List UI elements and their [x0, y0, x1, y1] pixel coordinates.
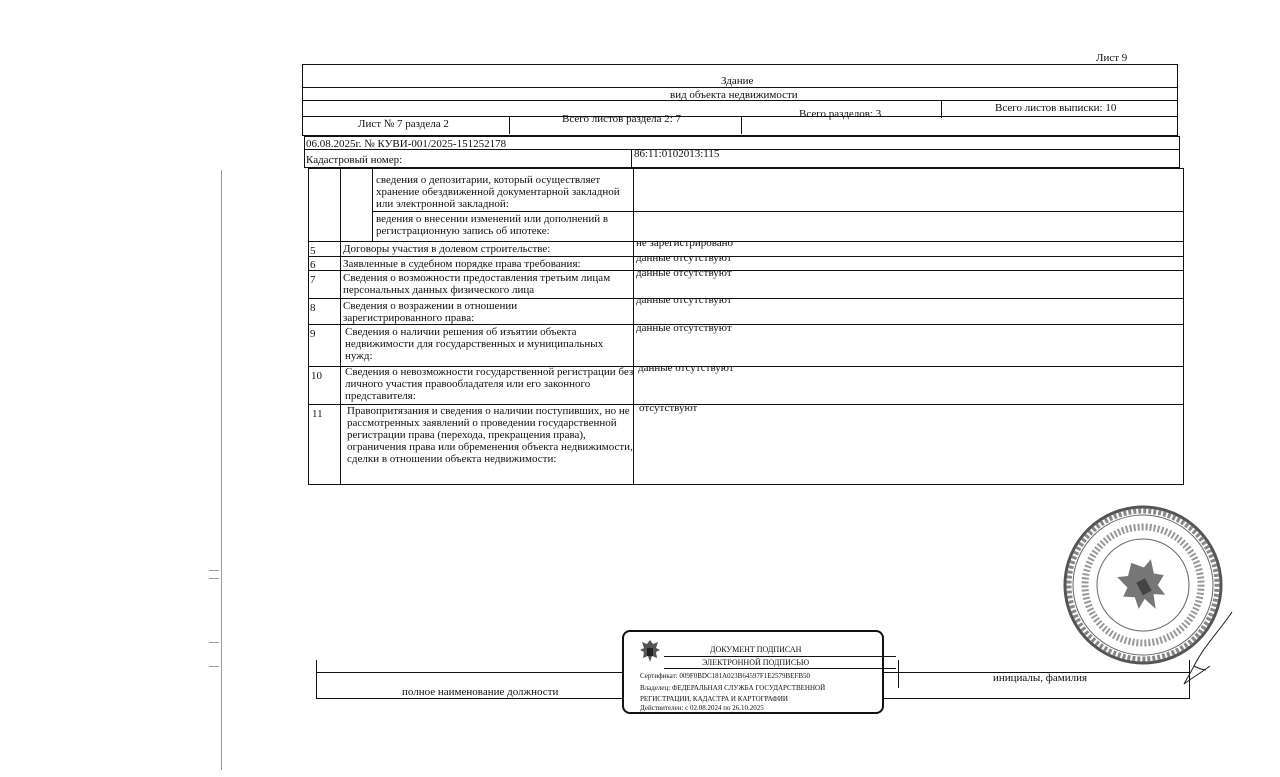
- e-signature-stamp: [622, 630, 884, 714]
- total-section-sheets: Всего листов раздела 2: 7: [562, 113, 682, 125]
- sig-line2: ЭЛЕКТРОННОЙ ПОДПИСЬЮ: [702, 658, 810, 667]
- row-num: 9: [310, 328, 316, 340]
- row-text: Сведения о невозможности государственной регистрации без личного участия правообладателя или его законного представителя:: [345, 366, 634, 402]
- total-sections: Всего разделов: 3: [799, 108, 882, 120]
- sig-owner2: РЕГИСТРАЦИИ, КАДАСТРА И КАРТОГРАФИИ: [640, 695, 788, 703]
- sheet-of-section: Лист № 7 раздела 2: [358, 118, 449, 130]
- row-num: 10: [311, 370, 322, 382]
- row-text: Заявленные в судебном порядке права требования:: [343, 258, 581, 270]
- scan-mark: [209, 666, 219, 667]
- row-num: 11: [312, 408, 323, 420]
- sig-cert: Сертификат: 009F0BDC181A023B64597F1E2579BEFB50: [640, 672, 811, 680]
- row-text: сведения о депозитарии, который осуществляет хранение обездвиженной документарной закладной или электронной закладной:: [376, 174, 620, 210]
- row-num: 6: [310, 259, 316, 271]
- row-value: данные отсутствуют: [638, 362, 734, 374]
- sheet-label: Лист 9: [1096, 52, 1128, 64]
- row-text: Правопритязания и сведения о наличии поступивших, но не рассмотренных заявлений о проведении государственной регистрации права (перехода, прекращения права), ограничения права или обременения объекта недвижимости, сделки в отношении объекта недвижимости:: [347, 405, 633, 465]
- cadastral-number: 86:11:0102013:115: [634, 148, 720, 160]
- object-type: Здание: [721, 75, 754, 87]
- cadastral-label: Кадастровый номер:: [306, 154, 403, 166]
- row-num: 7: [310, 274, 316, 286]
- scan-mark: [209, 642, 219, 643]
- row-value: данные отсутствуют: [636, 252, 732, 264]
- position-label: полное наименование должности: [402, 686, 559, 698]
- scan-margin-line: [221, 170, 222, 770]
- total-extract-sheets: Всего листов выписки: 10: [995, 102, 1117, 114]
- initials-label: инициалы, фамилия: [993, 672, 1088, 684]
- sig-valid: Действителен: с 02.08.2024 по 26.10.2025: [640, 704, 764, 712]
- row-value: данные отсутствуют: [636, 267, 732, 279]
- scan-mark: [209, 578, 219, 579]
- row-text: Сведения о возможности предоставления третьим лицам персональных данных физического лица: [343, 272, 611, 296]
- sig-owner: Владелец: ФЕДЕРАЛЬНАЯ СЛУЖБА ГОСУДАРСТВЕННОЙ: [640, 684, 826, 692]
- row-value: не зарегистрировано: [636, 237, 734, 249]
- row-num: 5: [310, 245, 316, 257]
- row-value: данные отсутствуют: [636, 294, 732, 306]
- object-type-caption: вид объекта недвижимости: [670, 89, 798, 101]
- row-value: отсутствуют: [639, 402, 698, 414]
- sig-line1: ДОКУМЕНТ ПОДПИСАН: [710, 645, 802, 654]
- row-value: данные отсутствуют: [636, 322, 732, 334]
- handwritten-signature: [1180, 606, 1240, 686]
- doc-date-number: 06.08.2025г. № КУВИ-001/2025-151252178: [306, 138, 507, 150]
- row-text: Договоры участия в долевом строительстве:: [343, 243, 551, 255]
- emblem-icon: [638, 638, 662, 666]
- row-text: Сведения о наличии решения об изъятии объекта недвижимости для государственных и муниципальных нужд:: [345, 326, 604, 362]
- row-text: Сведения о возражении в отношении зарегистрированного права:: [343, 300, 518, 324]
- row-num: 8: [310, 302, 316, 314]
- scan-mark: [209, 570, 219, 571]
- row-text: ведения о внесении изменений или дополнений в регистрационную запись об ипотеке:: [376, 213, 609, 237]
